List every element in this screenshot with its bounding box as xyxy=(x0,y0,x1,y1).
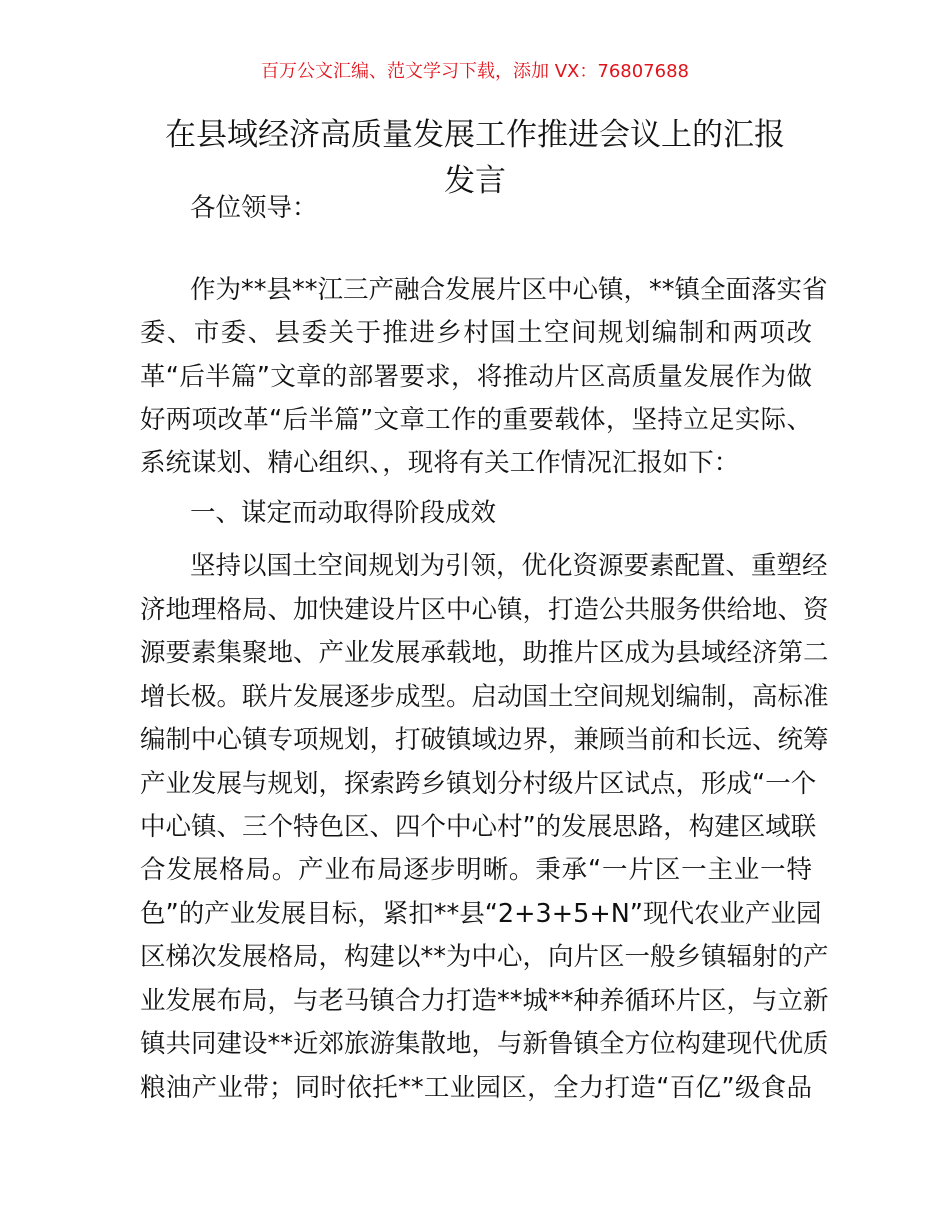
text-line: 源要素集聚地、产业发展承载地，助推片区成为县域经济第二 xyxy=(140,638,829,668)
salutation: 各位领导： xyxy=(190,193,318,223)
text-line: 业发展布局，与老马镇合力打造**城**种养循环片区，与立新 xyxy=(140,986,829,1016)
text-line: 编制中心镇专项规划，打破镇域边界，兼顾当前和长远、统筹 xyxy=(140,725,829,755)
text-line: 革“后半篇”文章的部署要求，将推动片区高质量发展作为做 xyxy=(140,362,812,392)
watermark-banner: 百万公文汇编、范文学习下载，添加 VX：76807688 xyxy=(261,61,689,82)
text-line: 好两项改革“后半篇”文章工作的重要载体，坚持立足实际、 xyxy=(140,405,812,435)
title-line: 发言 xyxy=(444,163,506,199)
text-line: 作为**县**江三产融合发展片区中心镇，**镇全面落实省 xyxy=(190,275,828,305)
text-line: 坚持以国土空间规划为引领，优化资源要素配置、重塑经 xyxy=(190,551,828,581)
text-line: 合发展格局。产业布局逐步明晰。秉承“一片区一主业一特 xyxy=(140,855,812,885)
text-line: 镇共同建设**近郊旅游集散地，与新鲁镇全方位构建现代优质 xyxy=(140,1029,829,1059)
text-line: 济地理格局、加快建设片区中心镇，打造公共服务供给地、资 xyxy=(140,595,829,625)
text-line: 区梯次发展格局，构建以**为中心，向片区一般乡镇辐射的产 xyxy=(140,942,829,972)
text-line: 色”的产业发展目标，紧扣**县“2+3+5+N”现代农业产业园 xyxy=(140,899,822,929)
title-line: 在县域经济高质量发展工作推进会议上的汇报 xyxy=(165,117,785,153)
text-line: 中心镇、三个特色区、四个中心村”的发展思路，构建区域联 xyxy=(140,812,817,842)
text-line: 产业发展与规划，探索跨乡镇划分村级片区试点，形成“一个 xyxy=(140,769,817,799)
text-line: 系统谋划、精心组织、，现将有关工作情况汇报如下： xyxy=(140,448,740,478)
text-line: 粮油产业带；同时依托**工业园区，全力打造“百亿”级食品 xyxy=(140,1073,812,1103)
text-line: 增长极。联片发展逐步成型。启动国土空间规划编制，高标准 xyxy=(140,682,829,712)
text-line: 委、市委、县委关于推进乡村国土空间规划编制和两项改 xyxy=(140,318,812,348)
section-heading: 一、谋定而动取得阶段成效 xyxy=(190,498,497,528)
